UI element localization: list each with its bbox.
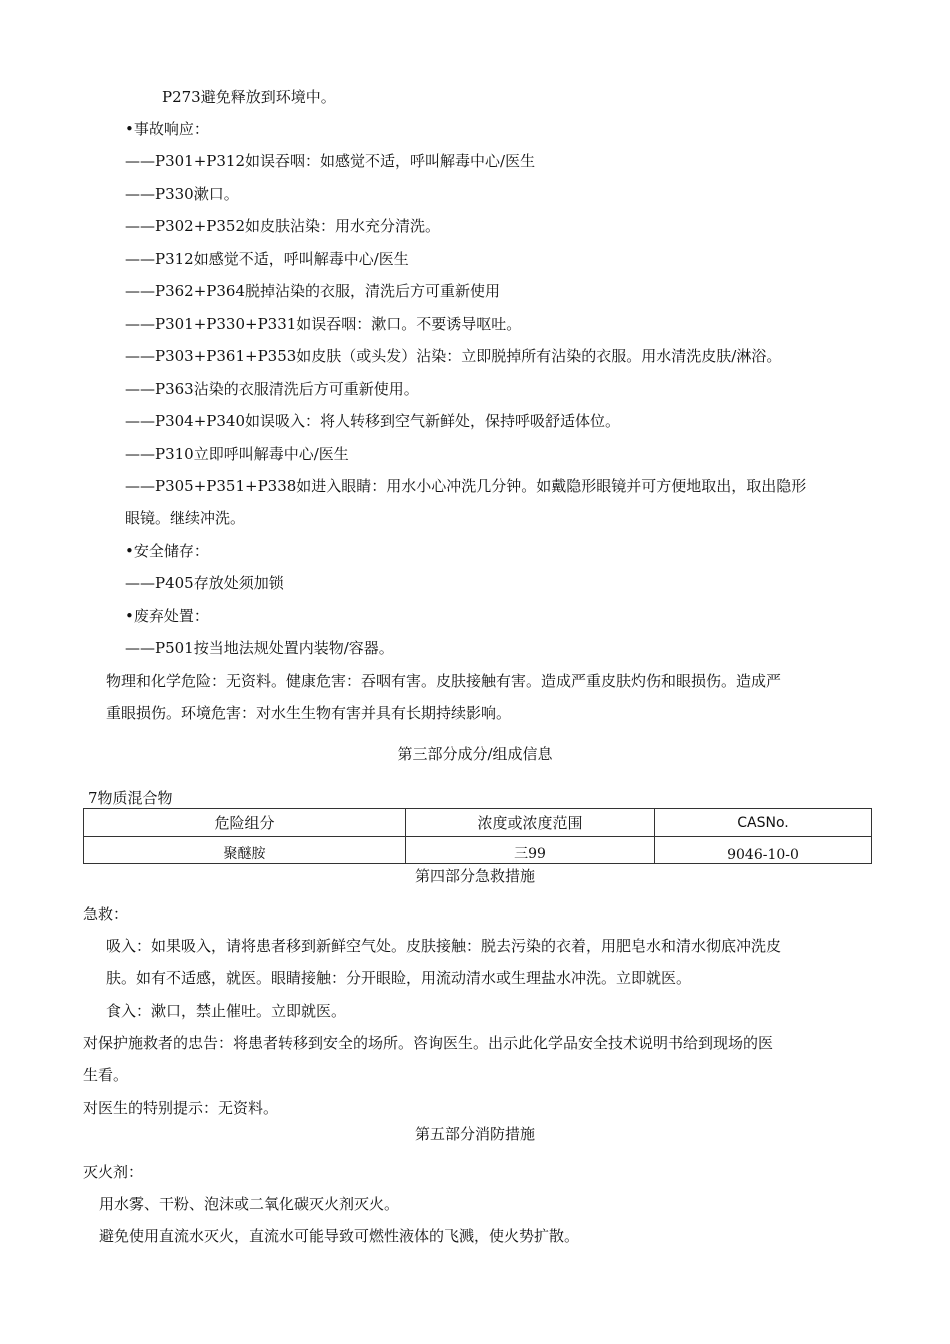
firstaid-inhale-skin: 吸入：如果吸入，请将患者移到新鲜空气处。皮肤接触：脱去污染的衣着，用肥皂水和清水彻底冲洗皮 xyxy=(106,937,782,955)
doctor-note: 对医生的特别提示：无资料。 xyxy=(83,1099,279,1117)
firstaid-eye: 肤。如有不适感，就医。眼睛接触：分开眼睑，用流动清水或生理盐水冲洗。立即就医。 xyxy=(106,969,692,987)
hazard-summary: 物理和化学危险：无资料。健康危害：吞咽有害。皮肤接触有害。造成严重皮肤灼伤和眼损伤。造成严 xyxy=(106,672,782,690)
cell-cas: 9046-10-0 xyxy=(655,837,872,864)
header-component: 危险组分 xyxy=(84,809,406,837)
hazard-summary-cont: 重眼损伤。环境危害：对水生生物有害并具有长期持续影响。 xyxy=(106,704,512,722)
extinguish-media: 用水雾、干粉、泡沫或二氧化碳灭火剂灭火。 xyxy=(99,1195,400,1213)
disposal-title: •废弃处置： xyxy=(125,607,209,625)
response-item: ——P302+P352如皮肤沾染：用水充分清洗。 xyxy=(125,217,441,235)
response-item: ——P303+P361+P353如皮肤（或头发）沾染：立即脱掉所有沾染的衣服。用水清洗皮肤/淋浴。 xyxy=(125,347,782,365)
firstaid-ingest: 食入：漱口，禁止催吐。立即就医。 xyxy=(106,1002,347,1020)
header-concentration: 浓度或浓度范围 xyxy=(406,809,655,837)
composition-table xyxy=(83,808,872,864)
extinguish-label: 灭火剂： xyxy=(83,1163,144,1181)
response-item: ——P363沾染的衣服清洗后方可重新使用。 xyxy=(125,380,419,398)
response-item-long-cont: 眼镜。继续冲洗。 xyxy=(125,509,246,527)
table-row xyxy=(84,837,872,864)
header-cas: CASNo. xyxy=(655,809,872,837)
response-item: ——P310立即呼叫解毒中心/医生 xyxy=(125,445,349,463)
extinguish-warning: 避免使用直流水灭火，直流水可能导致可燃性液体的飞溅，使火势扩散。 xyxy=(99,1227,580,1245)
response-item: ——P304+P340如误吸入：将人转移到空气新鲜处，保持呼吸舒适体位。 xyxy=(125,412,621,430)
section4-title: 第四部分急救措施 xyxy=(414,867,535,885)
response-item: ——P312如感觉不适，呼叫解毒中心/医生 xyxy=(125,250,409,268)
response-item-long: ——P305+P351+P338如进入眼睛：用水小心冲洗几分钟。如戴隐形眼镜并可方便地取出，取出隐形 xyxy=(125,477,807,495)
precaution-p273: P273避免释放到环境中。 xyxy=(162,88,336,106)
response-title: •事故响应： xyxy=(125,120,209,138)
table-header-row xyxy=(84,809,872,837)
cell-concentration: 三99 xyxy=(406,837,655,864)
substance-type: 7物质混合物 xyxy=(88,789,173,807)
firstaid-label: 急救： xyxy=(83,905,129,923)
section3-title: 第三部分成分/组成信息 xyxy=(397,745,553,763)
cell-component: 聚醚胺 xyxy=(84,837,406,864)
rescuer-advice-cont: 生看。 xyxy=(83,1066,129,1084)
disposal-item: ——P501按当地法规处置内装物/容器。 xyxy=(125,639,394,657)
storage-item: ——P405存放处须加锁 xyxy=(125,574,284,592)
rescuer-advice: 对保护施救者的忠告：将患者转移到安全的场所。咨询医生。出示此化学品安全技术说明书给到现场的医 xyxy=(83,1034,774,1052)
storage-title: •安全储存： xyxy=(125,542,209,560)
response-item: ——P301+P330+P331如误吞咽：漱口。不要诱导呕吐。 xyxy=(125,315,522,333)
section5-title: 第五部分消防措施 xyxy=(414,1125,535,1143)
response-item: ——P362+P364脱掉沾染的衣服，清洗后方可重新使用 xyxy=(125,282,501,300)
response-item: ——P330漱口。 xyxy=(125,185,239,203)
response-item: ——P301+P312如误吞咽：如感觉不适，呼叫解毒中心/医生 xyxy=(125,152,536,170)
